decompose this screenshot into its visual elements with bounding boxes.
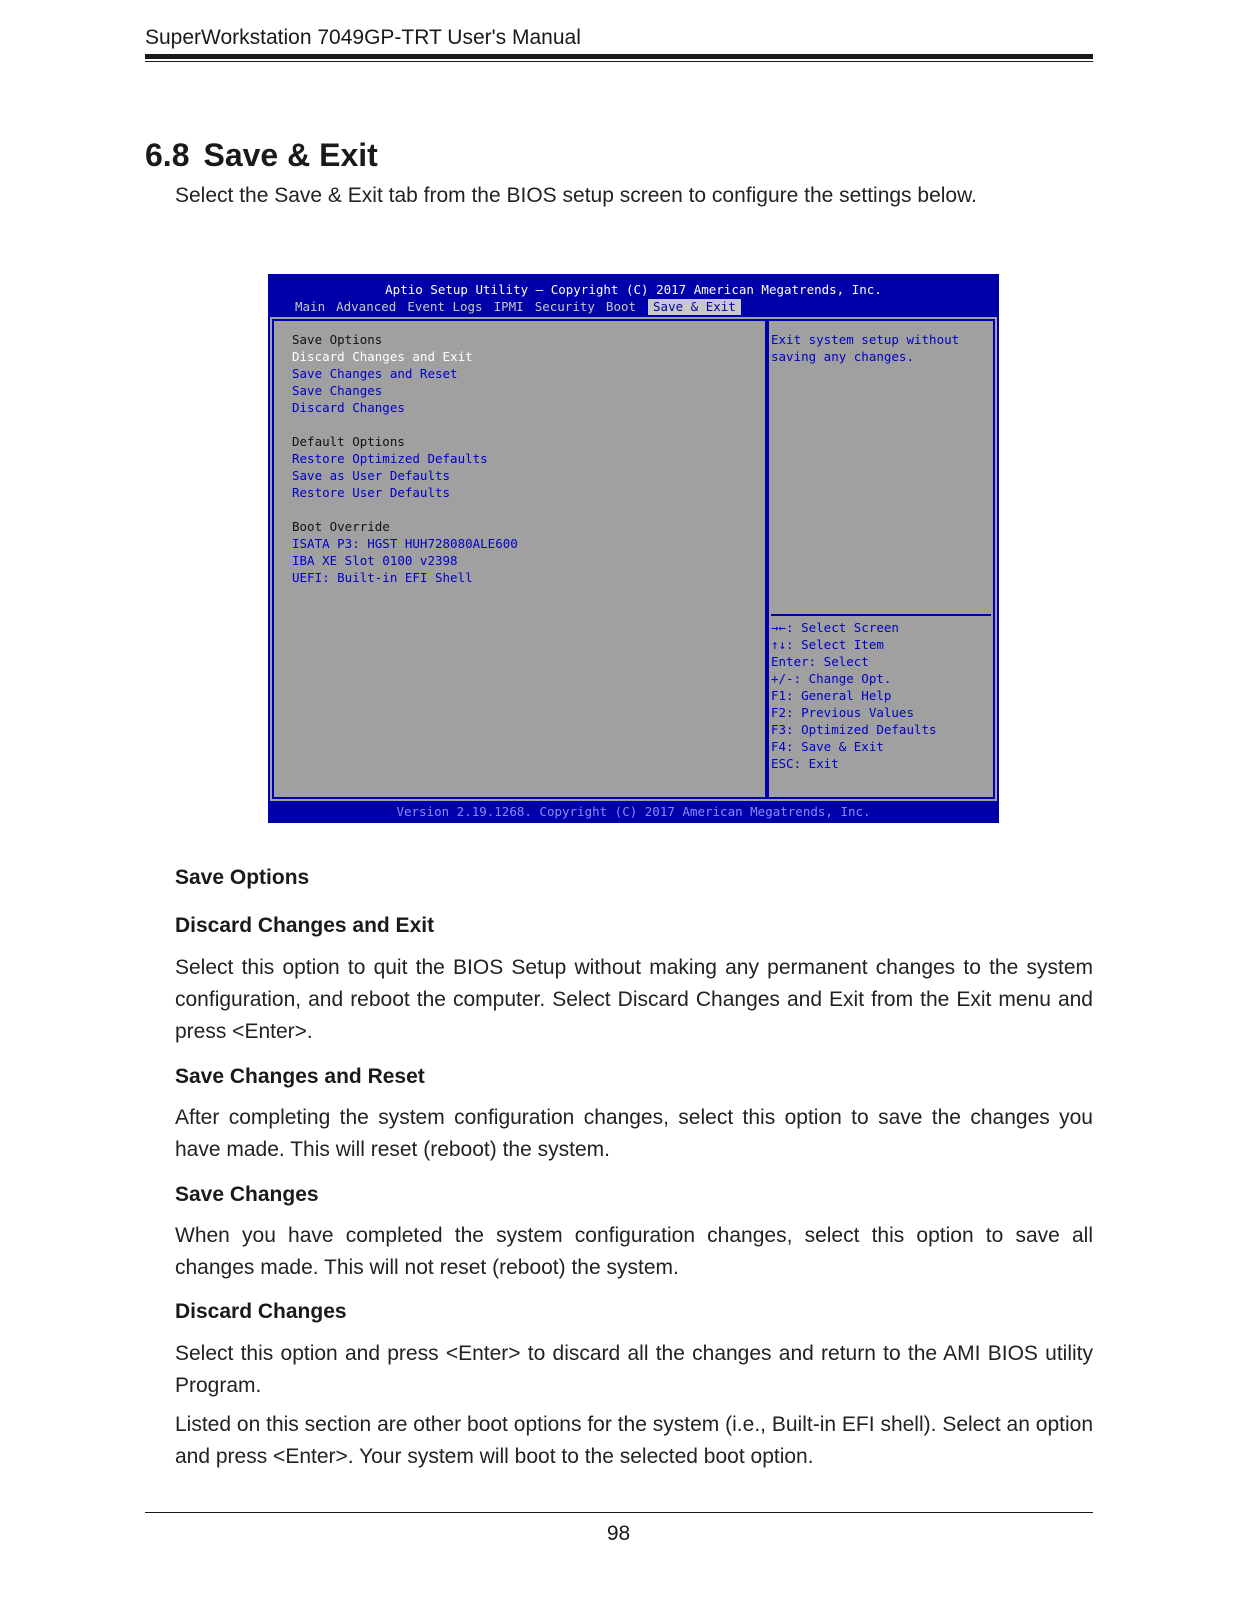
bios-key-select-item: ↑↓: Select Item: [771, 637, 884, 652]
bios-group-default-options: Default Options: [292, 434, 405, 449]
bios-tab-bar: [292, 299, 746, 315]
bios-screenshot: [268, 274, 999, 823]
bios-menu-pane: [272, 319, 767, 799]
page-number: 98: [606, 1522, 631, 1545]
save-changes-heading: Save Changes: [175, 1183, 319, 1206]
bios-key-change-opt: +/-: Change Opt.: [771, 671, 892, 686]
bios-item-restore-user-defaults[interactable]: Restore User Defaults: [292, 485, 451, 500]
bios-item-boot-uefi-shell[interactable]: UEFI: Built-in EFI Shell: [292, 570, 473, 585]
section-title-text: Save & Exit: [203, 137, 378, 173]
bios-key-f3: F3: Optimized Defaults: [771, 722, 937, 737]
bios-item-restore-optimized[interactable]: Restore Optimized Defaults: [292, 451, 488, 466]
save-reset-text: After completing the system configuration changes, select this option to save the changes you have made. This will reset (reboot) the system.: [175, 1106, 1093, 1161]
running-header: SuperWorkstation 7049GP-TRT User's Manual: [145, 26, 581, 49]
bios-group-boot-override: Boot Override: [292, 519, 390, 534]
bios-key-select-screen: →←: Select Screen: [771, 620, 899, 635]
bios-tab-security[interactable]: Security: [534, 299, 595, 314]
bios-help-separator: [771, 614, 991, 616]
bios-key-f4: F4: Save & Exit: [771, 739, 884, 754]
discard-changes-text: Select this option and press <Enter> to discard all the changes and return to the AMI BIOS utility Program.: [175, 1342, 1093, 1397]
bios-item-save-user-defaults[interactable]: Save as User Defaults: [292, 468, 451, 483]
bios-tab-event-logs[interactable]: Event Logs: [407, 299, 483, 314]
bios-item-boot-isata[interactable]: ISATA P3: HGST HUH728080ALE600: [292, 536, 518, 551]
header-rule: [145, 54, 1093, 59]
bios-item-boot-iba[interactable]: IBA XE Slot 0100 v2398: [292, 553, 458, 568]
bios-item-save-changes[interactable]: Save Changes: [292, 383, 383, 398]
bios-key-f1: F1: General Help: [771, 688, 892, 703]
bios-title: Aptio Setup Utility – Copyright (C) 2017 American Megatrends, Inc.: [385, 282, 882, 297]
bios-key-esc: ESC: Exit: [771, 756, 839, 771]
bios-item-discard-exit[interactable]: Discard Changes and Exit: [292, 349, 473, 364]
bios-tab-save-exit[interactable]: Save & Exit: [648, 299, 741, 315]
bios-item-discard-changes[interactable]: Discard Changes: [292, 400, 405, 415]
discard-changes-heading: Discard Changes: [175, 1300, 347, 1323]
bios-group-save-options: Save Options: [292, 332, 383, 347]
save-options-heading: Save Options: [175, 866, 310, 889]
intro-text: Select the Save & Exit tab from the BIOS setup screen to configure the settings below.: [175, 184, 977, 207]
bios-tab-boot[interactable]: Boot: [605, 299, 637, 314]
bios-tab-main[interactable]: Main: [295, 299, 326, 314]
boot-override-text: Listed on this section are other boot options for the system (i.e., Built-in EFI shell). Select an option and press <Enter>. Your system will boot to the selected boot option.: [175, 1413, 1093, 1468]
footer-rule: [145, 1512, 1093, 1513]
bios-help-line: saving any changes.: [771, 349, 914, 364]
bios-help-line: Exit system setup without: [771, 332, 960, 347]
discard-exit-heading: Discard Changes and Exit: [175, 914, 435, 937]
save-reset-heading: Save Changes and Reset: [175, 1065, 425, 1088]
bios-key-enter: Enter: Select: [771, 654, 869, 669]
save-changes-text: When you have completed the system configuration changes, select this option to save all changes made. This will not reset (reboot) the system.: [175, 1224, 1093, 1279]
bios-key-f2: F2: Previous Values: [771, 705, 914, 720]
discard-exit-text: Select this option to quit the BIOS Setup without making any permanent changes to the system configuration, and reboot the computer. Select Discard Changes and Exit from the Exit menu and press <Enter>.: [175, 956, 1093, 1043]
bios-tab-advanced[interactable]: Advanced: [336, 299, 397, 314]
section-title: [145, 137, 378, 174]
bios-panel: [270, 317, 997, 801]
bios-tab-ipmi[interactable]: IPMI: [493, 299, 524, 314]
bios-help-pane: [767, 319, 995, 799]
header-rule-thin: [145, 61, 1093, 62]
bios-item-save-reset[interactable]: Save Changes and Reset: [292, 366, 458, 381]
bios-footer: Version 2.19.1268. Copyright (C) 2017 American Megatrends, Inc.: [396, 804, 871, 819]
section-number: 6.8: [145, 137, 190, 173]
